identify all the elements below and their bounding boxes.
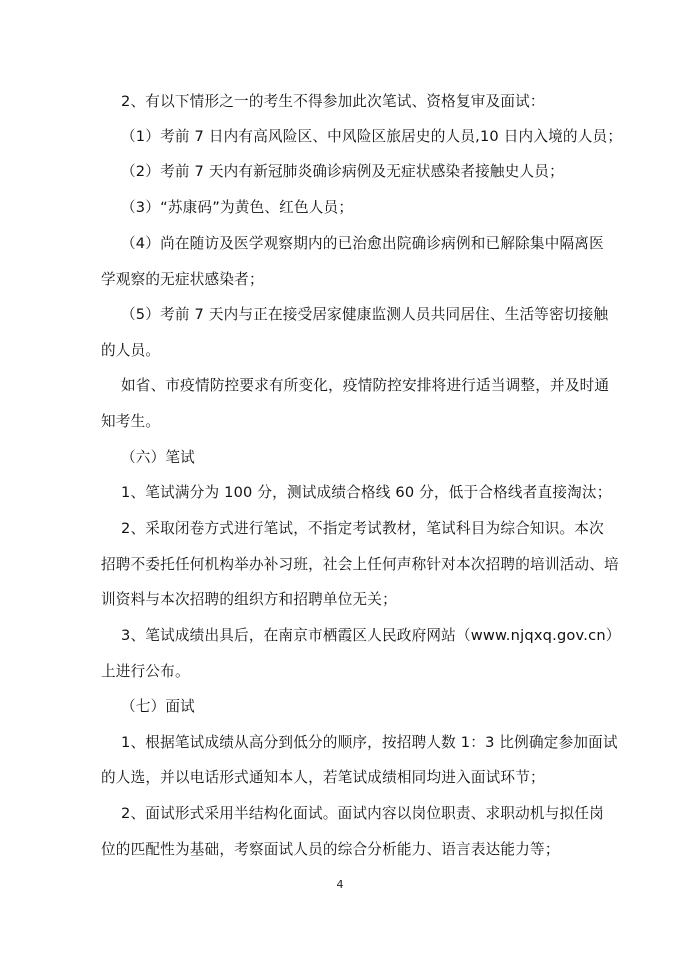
paragraph-line: （4）尚在随访及医学观察期内的已治愈出院确诊病例和已解除集中隔离医 — [121, 235, 604, 252]
paragraph-line: 训资料与本次招聘的组织方和招聘单位无关； — [101, 591, 397, 608]
paragraph-line: 知考生。 — [101, 413, 161, 430]
paragraph-line: 上进行公布。 — [101, 663, 190, 680]
paragraph-line: 1、根据笔试成绩从高分到低分的顺序，按招聘人数 1：3 比例确定参加面试 — [121, 734, 618, 751]
paragraph-line: 3、笔试成绩出具后，在南京市栖霞区人民政府网站（www.njqxq.gov.cn） — [121, 627, 621, 644]
paragraph-line: （5）考前 7 天内与正在接受居家健康监测人员共同居住、生活等密切接触 — [121, 306, 609, 323]
paragraph-line: 的人员。 — [101, 342, 161, 359]
section-heading: （六）笔试 — [121, 449, 195, 466]
paragraph-line: 2、面试形式采用半结构化面试。面试内容以岗位职责、求职动机与拟任岗 — [121, 805, 604, 822]
page-number: 4 — [336, 878, 344, 891]
paragraph-line: 1、笔试满分为 100 分，测试成绩合格线 60 分，低于合格线者直接淘汰； — [121, 484, 612, 501]
paragraph-line: 2、有以下情形之一的考生不得参加此次笔试、资格复审及面试： — [121, 93, 545, 110]
paragraph-line: 招聘不委托任何机构举办补习班，社会上任何声称针对本次招聘的培训活动、培 — [101, 556, 619, 573]
paragraph-line: 位的匹配性为基础，考察面试人员的综合分析能力、语言表达能力等； — [101, 841, 560, 858]
paragraph-line: 学观察的无症状感染者； — [101, 271, 264, 288]
paragraph-line: 2、采取闭卷方式进行笔试，不指定考试教材，笔试科目为综合知识。本次 — [121, 520, 604, 537]
paragraph-line: （3）“苏康码”为黄色、红色人员； — [121, 199, 354, 216]
paragraph-line: 的人选，并以电话形式通知本人，若笔试成绩相同均进入面试环节； — [101, 769, 545, 786]
section-heading: （七）面试 — [121, 698, 195, 715]
paragraph-line: 如省、市疫情防控要求有所变化，疫情防控安排将进行适当调整，并及时通 — [121, 377, 610, 394]
paragraph-line: （2）考前 7 天内有新冠肺炎确诊病例及无症状感染者接触史人员； — [121, 163, 564, 180]
paragraph-line: （1）考前 7 日内有高风险区、中风险区旅居史的人员,10 日内入境的人员； — [121, 128, 623, 145]
